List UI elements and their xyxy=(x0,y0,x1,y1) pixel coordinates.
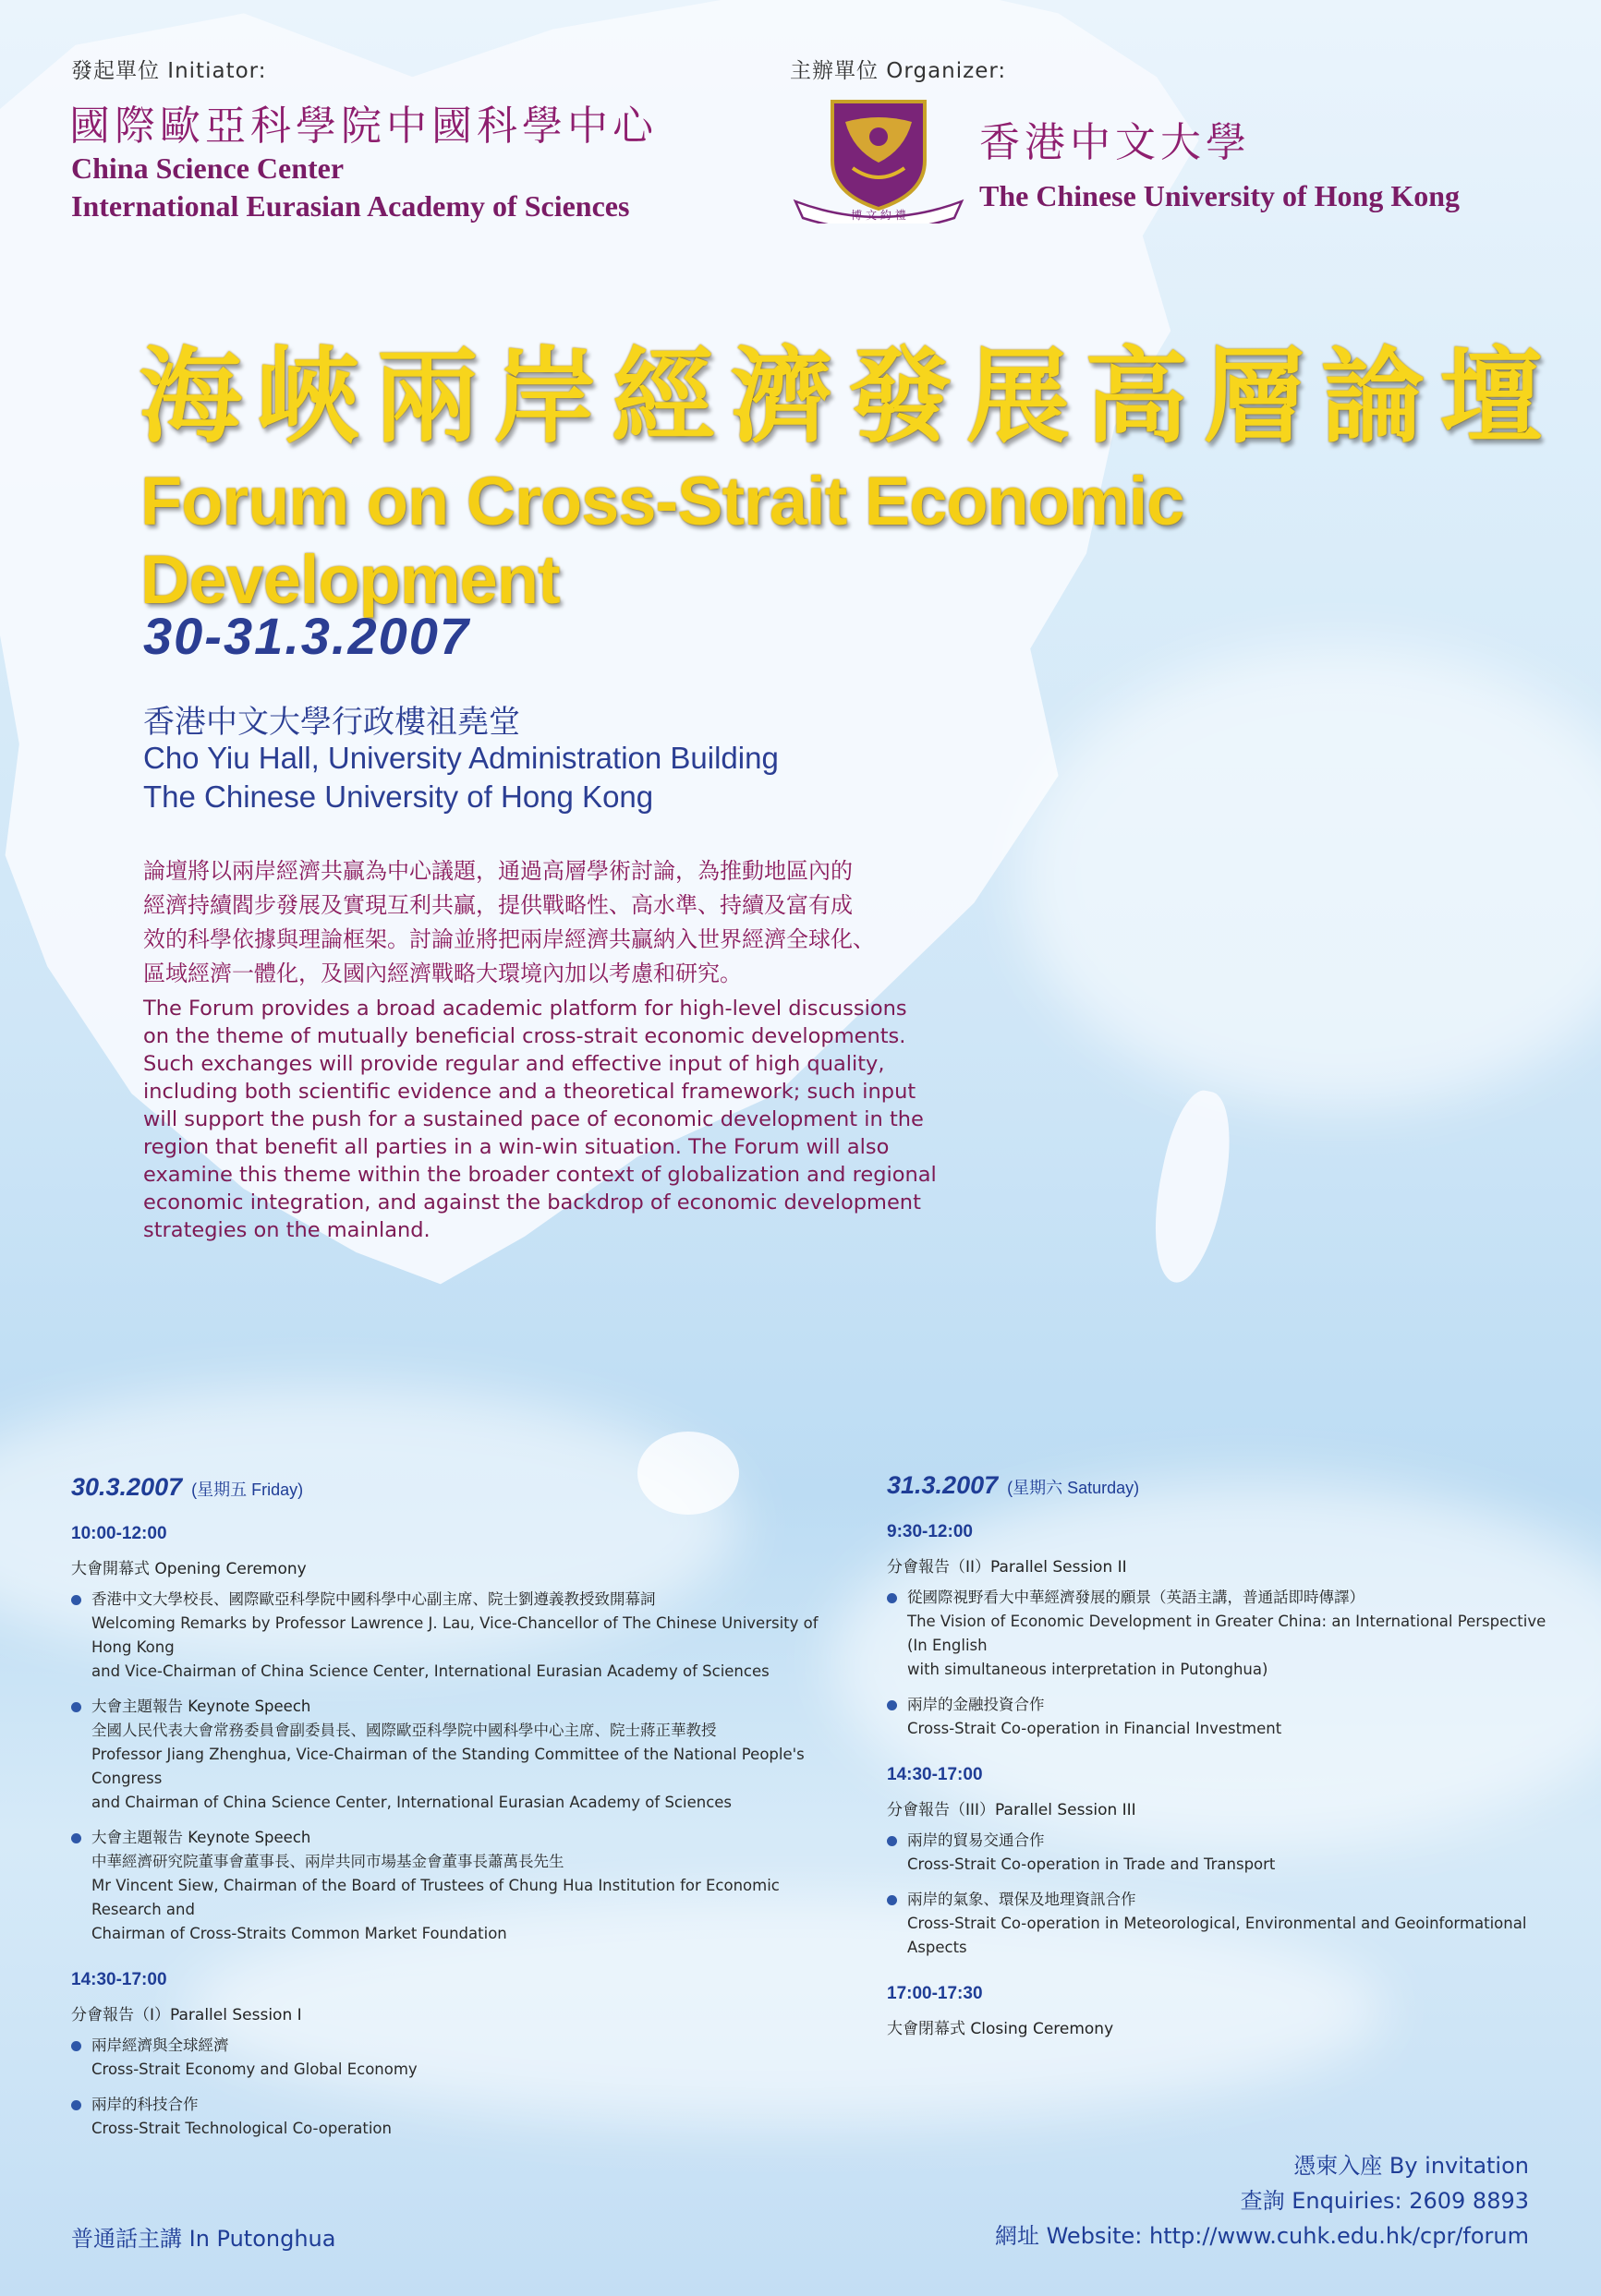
description-en xyxy=(143,995,1002,1244)
programme-item xyxy=(71,1588,829,1684)
organizer-name-en: The Chinese University of Hong Kong xyxy=(979,179,1461,212)
day1-date: 30.3.2007 xyxy=(71,1473,183,1501)
time-slot: 14:30-17:00 xyxy=(887,1765,983,1784)
item-en: Professor Jiang Zhenghua, Vice-Chairman of the Standing Committee of the National People's Congress xyxy=(91,1746,805,1787)
title-zh: 海峽兩岸經濟發展高層論壇 xyxy=(139,337,1558,457)
language-note: 普通話主講 In Putonghua xyxy=(71,2226,336,2252)
initiator-name-zh: 國際歐亞科學院中國科學中心 xyxy=(69,103,658,150)
day1-header xyxy=(71,1473,829,1502)
taiwan-shape xyxy=(1140,1085,1243,1288)
bullet-icon xyxy=(887,1895,897,1905)
item-en: Cross-Strait Economy and Global Economy xyxy=(91,2060,418,2078)
day1-weekday: (星期五 Friday) xyxy=(191,1480,304,1499)
item-en: 中華經濟研究院董事會董事長、兩岸共同市場基金會董事長蕭萬長先生 xyxy=(91,1853,564,1870)
programme-item xyxy=(71,1826,829,1946)
time-slot: 17:00-17:30 xyxy=(887,1984,983,2003)
session-title: 分會報告（III）Parallel Session III xyxy=(887,1801,1136,1819)
bullet-icon xyxy=(887,1593,897,1603)
description-zh-line: 區域經濟一體化，及國內經濟戰略大環境內加以考慮和研究。 xyxy=(143,961,742,986)
description-en-line: Such exchanges will provide regular and effective input of high quality, xyxy=(143,1052,885,1076)
item-zh: 兩岸的氣象、環保及地理資訊合作 xyxy=(907,1891,1136,1908)
bullet-icon xyxy=(71,1702,81,1712)
session-title: 大會開幕式 Opening Ceremony xyxy=(71,1560,307,1578)
description-en-line: examine this theme within the broader context of globalization and regional xyxy=(143,1163,937,1187)
title-en: Forum on Cross-Strait Economic Development xyxy=(140,463,1184,618)
description-en-line: including both scientific evidence and a theoretical framework; such input xyxy=(143,1080,916,1104)
time-slot: 10:00-12:00 xyxy=(71,1524,167,1543)
time-slot: 14:30-17:00 xyxy=(71,1970,167,1989)
bullet-icon xyxy=(887,1700,897,1710)
day2-date: 31.3.2007 xyxy=(887,1471,999,1499)
item-en: and Vice-Chairman of China Science Center, International Eurasian Academy of Sciences xyxy=(91,1662,770,1680)
programme-item xyxy=(887,1829,1552,1877)
item-zh: 兩岸的科技合作 xyxy=(91,2096,199,2113)
item-en: 全國人民代表大會常務委員會副委員長、國際歐亞科學院中國科學中心主席、院士蔣正華教授 xyxy=(91,1722,717,1739)
session-title: 大會閉幕式 Closing Ceremony xyxy=(887,2020,1114,2038)
venue-en-1: Cho Yiu Hall, University Administration Building xyxy=(143,741,779,775)
description-en-line: region that benefit all parties in a win-win situation. The Forum will also xyxy=(143,1135,890,1159)
day1-programme xyxy=(71,1473,829,2141)
item-en: Cross-Strait Co-operation in Financial Investment xyxy=(907,1720,1282,1737)
programme-item xyxy=(887,1693,1552,1741)
item-en: Chairman of Cross-Straits Common Market Foundation xyxy=(91,1925,507,1942)
day2-programme xyxy=(887,1471,1552,2038)
time-slot: 9:30-12:00 xyxy=(887,1522,973,1541)
programme-item xyxy=(887,1888,1552,1960)
item-zh: 兩岸的貿易交通合作 xyxy=(907,1831,1045,1849)
day2-header xyxy=(887,1471,1552,1500)
session-title: 分會報告（II）Parallel Session II xyxy=(887,1558,1127,1577)
item-en: and Chairman of China Science Center, International Eurasian Academy of Sciences xyxy=(91,1794,733,1811)
item-en: Cross-Strait Co-operation in Meteorological, Environmental and Geoinformational Aspects xyxy=(907,1915,1527,1956)
initiator-label: 發起單位 Initiator: xyxy=(71,59,267,83)
description-zh xyxy=(143,854,975,991)
programme-item xyxy=(71,2093,829,2141)
bullet-icon xyxy=(71,2100,81,2110)
bullet-icon xyxy=(887,1836,897,1846)
item-en: The Vision of Economic Development in Greater China: an International Perspective (In English xyxy=(907,1613,1546,1654)
description-en-line: economic integration, and against the backdrop of economic development xyxy=(143,1190,921,1214)
day2-weekday: (星期六 Saturday) xyxy=(1007,1479,1140,1497)
item-zh: 大會主題報告 Keynote Speech xyxy=(91,1698,311,1715)
description-en-line: The Forum provides a broad academic platform for high-level discussions xyxy=(143,997,907,1021)
programme-item xyxy=(887,1586,1552,1682)
event-dates: 30-31.3.2007 xyxy=(143,607,471,665)
item-zh: 香港中文大學校長、國際歐亞科學院中國科學中心副主席、院士劉遵義教授致開幕詞 xyxy=(91,1590,656,1608)
item-en: Cross-Strait Co-operation in Trade and Transport xyxy=(907,1855,1276,1873)
item-zh: 大會主題報告 Keynote Speech xyxy=(91,1829,311,1846)
invitation-note: 憑柬入座 By invitation xyxy=(1293,2153,1529,2179)
programme-item xyxy=(71,2034,829,2082)
description-zh-line: 效的科學依據與理論框架。討論並將把兩岸經濟共贏納入世界經濟全球化、 xyxy=(143,926,875,952)
item-zh: 從國際視野看大中華經濟發展的願景（英語主講，普通話即時傳譯） xyxy=(907,1589,1364,1606)
item-en: Cross-Strait Technological Co-operation xyxy=(91,2120,392,2137)
description-en-line: on the theme of mutually beneficial cross-strait economic developments. xyxy=(143,1024,906,1048)
enquiries: 查詢 Enquiries: 2609 8893 xyxy=(1240,2188,1529,2214)
item-zh: 兩岸的金融投資合作 xyxy=(907,1696,1045,1713)
bullet-icon xyxy=(71,1833,81,1843)
footer-info xyxy=(697,2148,1529,2254)
cuhk-crest-icon xyxy=(788,94,969,224)
item-en: Mr Vincent Siew, Chairman of the Board of Trustees of Chung Hua Institution for Economic Research and xyxy=(91,1877,780,1918)
description-zh-line: 論壇將以兩岸經濟共贏為中心議題，通過高層學術討論，為推動地區內的 xyxy=(143,858,853,884)
organizer-label: 主辦單位 Organizer: xyxy=(790,59,1007,83)
item-zh: 兩岸經濟與全球經濟 xyxy=(91,2036,229,2054)
session-title: 分會報告（I）Parallel Session I xyxy=(71,2006,302,2024)
initiator-name-en-1: China Science Center xyxy=(71,151,345,185)
initiator-name-en-2: International Eurasian Academy of Sciences xyxy=(71,189,630,223)
programme-item xyxy=(71,1695,829,1815)
description-zh-line: 經濟持續閻步發展及實現互利共贏，提供戰略性、高水準、持續及富有成 xyxy=(143,892,853,918)
venue-en-2: The Chinese University of Hong Kong xyxy=(143,779,654,814)
svg-text:博 文 約 禮: 博 文 約 禮 xyxy=(851,209,906,222)
organizer-name-zh: 香港中文大學 xyxy=(979,119,1251,166)
item-en: Welcoming Remarks by Professor Lawrence J. Lau, Vice-Chancellor of The Chinese University of Hong Kong xyxy=(91,1614,819,1656)
venue-zh: 香港中文大學行政樓祖堯堂 xyxy=(143,704,520,741)
bullet-icon xyxy=(71,1595,81,1605)
item-en: with simultaneous interpretation in Putonghua) xyxy=(907,1661,1268,1678)
website-link[interactable]: 網址 Website: http://www.cuhk.edu.hk/cpr/forum xyxy=(994,2223,1529,2249)
description-en-line: strategies on the mainland. xyxy=(143,1218,431,1242)
description-en-line: will support the push for a sustained pace of economic development in the xyxy=(143,1107,924,1131)
bullet-icon xyxy=(71,2041,81,2051)
